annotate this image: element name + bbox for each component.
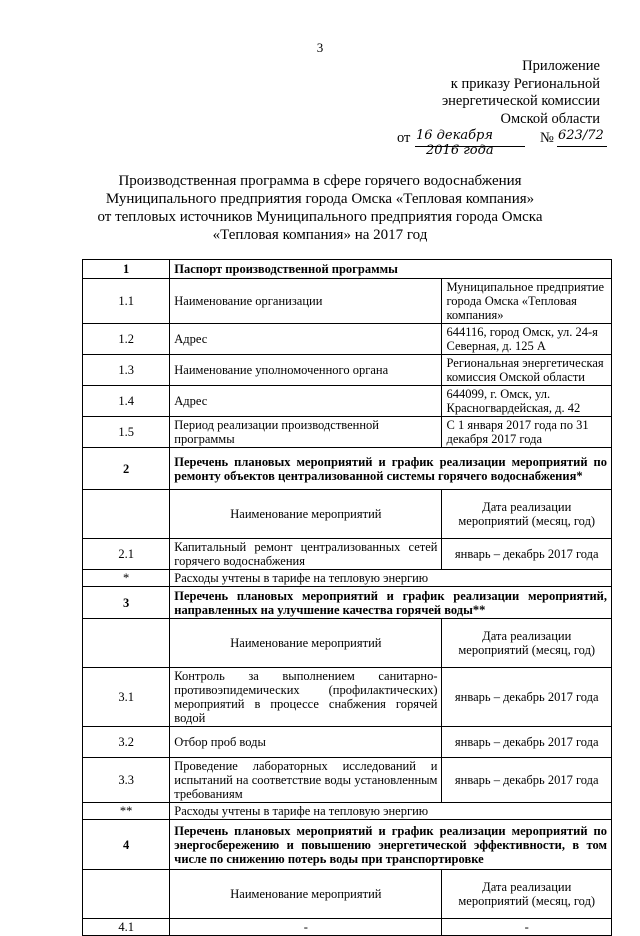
number-underline — [557, 146, 607, 147]
note-text: Расходы учтены в тарифе на тепловую энергию — [170, 570, 612, 587]
row-number: 1.5 — [83, 417, 170, 448]
appendix-line: Приложение — [522, 58, 600, 74]
section-header-row — [83, 260, 612, 279]
title-line: «Тепловая компания» на 2017 год — [212, 227, 428, 243]
section-number: 4 — [83, 820, 170, 870]
row-number: 2.1 — [83, 539, 170, 570]
row-number: 3.3 — [83, 758, 170, 803]
column-header-name: Наименование мероприятий — [170, 619, 442, 668]
row-date: январь – декабрь 2017 года — [442, 539, 612, 570]
row-value: 644099, г. Омск, ул. Красногвардейская, д. 42 — [442, 386, 612, 417]
row-label: Адрес — [170, 324, 442, 355]
section-number: 1 — [83, 260, 170, 279]
row-value: Региональная энергетическая комиссия Омской области — [442, 355, 612, 386]
row-label: Период реализации производственной программы — [170, 417, 442, 448]
appendix-line: энергетической комиссии — [441, 93, 600, 109]
row-date: - — [442, 919, 612, 936]
section-header-row — [83, 820, 612, 870]
row-label: Наименование уполномоченного органа — [170, 355, 442, 386]
row-number: 1.4 — [83, 386, 170, 417]
column-header-date: Дата реализации мероприятий (месяц, год) — [442, 619, 612, 668]
row-label: Адрес — [170, 386, 442, 417]
section-header-row — [83, 448, 612, 490]
title-line: Муниципального предприятия города Омска «Тепловая компания» — [105, 191, 535, 207]
row-number: 3.1 — [83, 668, 170, 727]
row-number: 1.3 — [83, 355, 170, 386]
note-mark: * — [83, 570, 170, 587]
empty-cell — [83, 870, 170, 919]
handwritten-date-day: 16 декабря — [416, 128, 493, 143]
row-number: 4.1 — [83, 919, 170, 936]
empty-cell — [83, 619, 170, 668]
column-header-row — [83, 490, 612, 539]
row-date: январь – декабрь 2017 года — [442, 758, 612, 803]
order-from-label: от — [397, 130, 411, 146]
document-title — [60, 172, 580, 244]
program-table — [82, 259, 612, 936]
table-row — [83, 417, 612, 448]
column-header-name: Наименование мероприятий — [170, 490, 442, 539]
section-title: Паспорт производственной программы — [170, 260, 612, 279]
row-date: январь – декабрь 2017 года — [442, 727, 612, 758]
note-row — [83, 570, 612, 587]
table-row — [83, 386, 612, 417]
row-value: С 1 января 2017 года по 31 декабря 2017 года — [442, 417, 612, 448]
row-value: 644116, город Омск, ул. 24-я Северная, д. 125 А — [442, 324, 612, 355]
table-row — [83, 355, 612, 386]
section-title: Перечень плановых мероприятий и график реализации мероприятий по энергосбережению и повышению энергетической эффективности, в том числе по снижению потерь воды при транспортировке — [170, 820, 612, 870]
note-mark: ** — [83, 803, 170, 820]
column-header-name: Наименование мероприятий — [170, 870, 442, 919]
appendix-line: к приказу Региональной — [450, 75, 600, 92]
note-text: Расходы учтены в тарифе на тепловую энергию — [170, 803, 612, 820]
column-header-row — [83, 870, 612, 919]
row-number: 3.2 — [83, 727, 170, 758]
row-text: Капитальный ремонт централизованных сетей горячего водоснабжения — [170, 539, 442, 570]
column-header-date: Дата реализации мероприятий (месяц, год) — [442, 870, 612, 919]
empty-cell — [83, 490, 170, 539]
appendix-line: Омской области — [500, 110, 600, 127]
appendix-header — [340, 58, 600, 128]
section-title: Перечень плановых мероприятий и график реализации мероприятий, направленных на улучшение качества горячей воды** — [170, 587, 612, 619]
section-title: Перечень плановых мероприятий и график реализации мероприятий по ремонту объектов централизованной системы горячего водоснабжения* — [170, 448, 612, 490]
table-row — [83, 758, 612, 803]
row-text: Контроль за выполнением санитарно-противоэпидемических (профилактических) мероприятий в процессе снабжения горячей водой — [170, 668, 442, 727]
table-row — [83, 668, 612, 727]
column-header-row — [83, 619, 612, 668]
row-text: Отбор проб воды — [170, 727, 442, 758]
page-number: 3 — [316, 40, 324, 55]
row-text: - — [170, 919, 442, 936]
table-row — [83, 919, 612, 936]
section-header-row — [83, 587, 612, 619]
table-row — [83, 539, 612, 570]
table-row — [83, 279, 612, 324]
title-line: Производственная программа в сфере горячего водоснабжения — [118, 173, 522, 189]
row-value: Муниципальное предприятие города Омска «Тепловая компания» — [442, 279, 612, 324]
table-row — [83, 324, 612, 355]
handwritten-date-year: 2016 года — [426, 143, 494, 158]
row-text: Проведение лабораторных исследований и испытаний на соответствие воды установленным требованиям — [170, 758, 442, 803]
section-number: 3 — [83, 587, 170, 619]
row-date: январь – декабрь 2017 года — [442, 668, 612, 727]
note-row — [83, 803, 612, 820]
row-label: Наименование организации — [170, 279, 442, 324]
column-header-date: Дата реализации мероприятий (месяц, год) — [442, 490, 612, 539]
order-number-label: № — [540, 130, 554, 146]
row-number: 1.2 — [83, 324, 170, 355]
row-number: 1.1 — [83, 279, 170, 324]
handwritten-order-number: 623/72 — [558, 128, 604, 143]
section-number: 2 — [83, 448, 170, 490]
table-row — [83, 727, 612, 758]
title-line: от тепловых источников Муниципального предприятия города Омска — [97, 209, 543, 225]
